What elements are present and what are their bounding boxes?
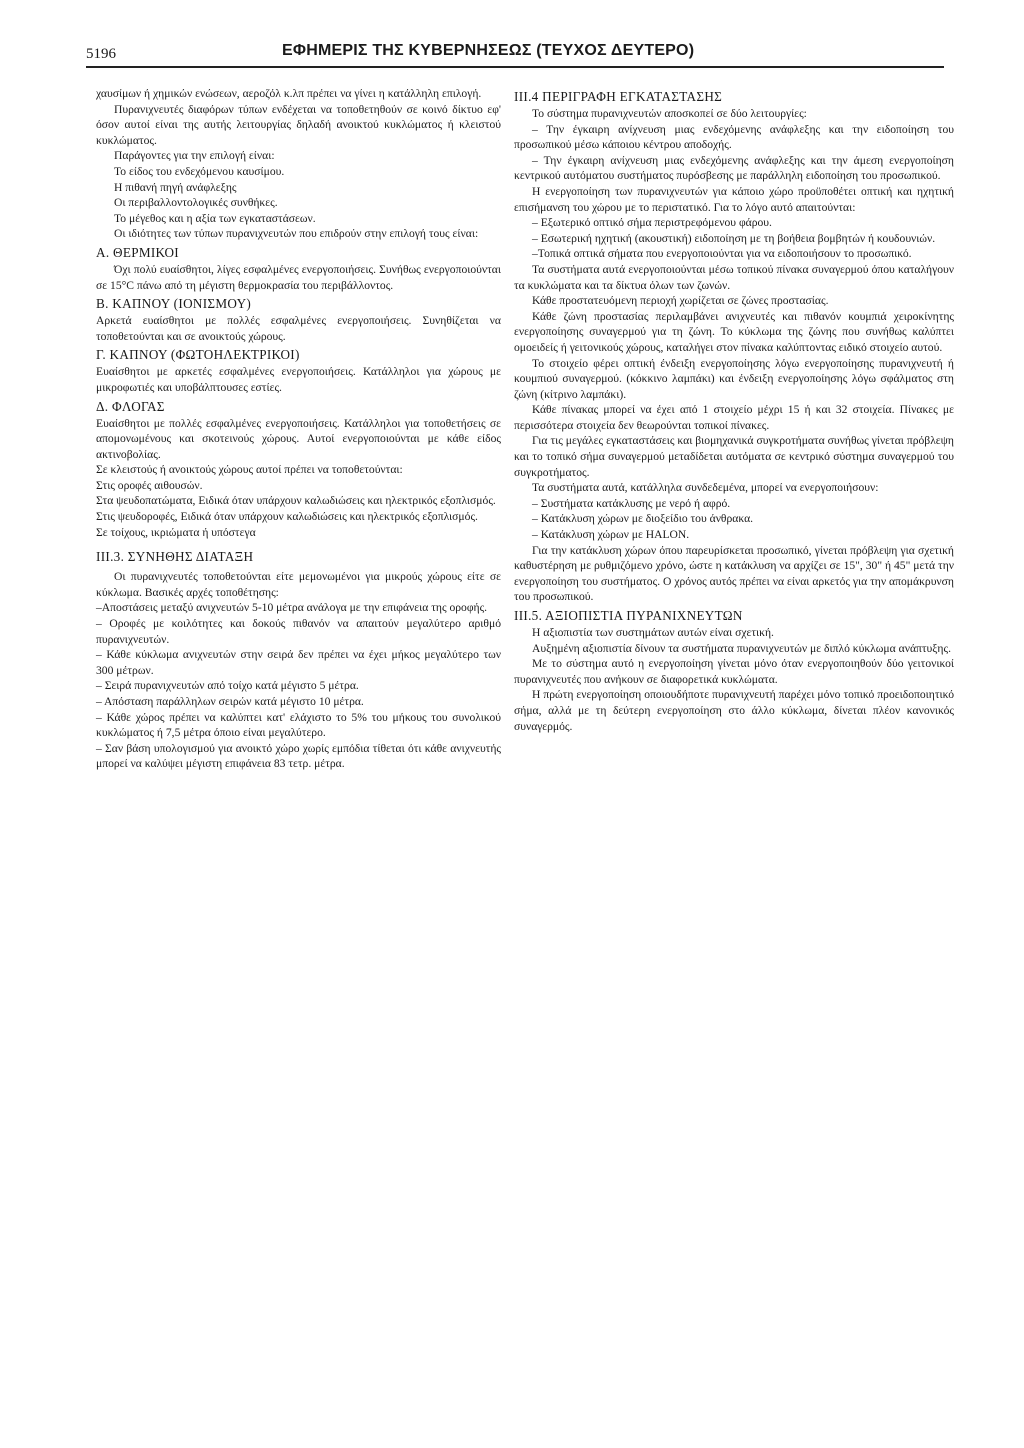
list-item: Σε τοίχους, ικριώματα ή υπόστεγα: [96, 525, 256, 539]
paragraph: Ευαίσθητοι με πολλές εσφαλμένες ενεργοποιήσεις. Κατάλληλοι για τοποθετήσεις σε απομονωμένους και σκοτεινούς χώρους. Αυτοί ενεργοποιούνται με κάθε είδος ακτινοβολίας.: [96, 416, 501, 461]
list-item: – Εξωτερικό οπτικό σήμα περιστρεφόμενου φάρου.: [532, 216, 772, 230]
list-item: Η πιθανή πηγή ανάφλεξης: [114, 180, 237, 194]
list-item: – Σαν βάση υπολογισμού για ανοικτό χώρο χωρίς εμπόδια τίθεται ότι κάθε ανιχνευτής μπορεί να καλύψει μέγιστη επιφάνεια 83 τετρ. μέτρα.: [96, 741, 501, 771]
paragraph: Όχι πολύ ευαίσθητοι, λίγες εσφαλμένες ενεργοποιήσεις. Συνήθως ενεργοποιούνται σε 15°C πάνω από τη μέγιστη θερμοκρασία του περιβάλλοντος.: [96, 262, 501, 292]
paragraph: Αυξημένη αξιοπιστία δίνουν τα συστήματα πυρανιχνευτών με διπλό κύκλωμα ανάπτυξης.: [532, 641, 951, 655]
subheading-thermal: Α. ΘΕΡΜΙΚΟΙ: [96, 244, 179, 260]
left-column: [96, 86, 501, 772]
list-item: Στις οροφές αιθουσών.: [96, 478, 203, 492]
subheading-smoke-photoelectric: Γ. ΚΑΠΝΟΥ (ΦΩΤΟΗΛΕΚΤΡΙΚΟΙ): [96, 347, 300, 363]
paragraph: Για την κατάκλυση χώρων όπου παρευρίσκεται προσωπικό, γίνεται πρόβλεψη για σχετική καθυστέρηση με ρυθμιζόμενο χρόνο, ώστε η κατάκλυση να αρχίζει σε 15", 30" ή 45" μετά την ενεργοποίηση του συστήματος. Ο χρόνος αυτός πρέπει να είναι αρκετός για την απομάκρυνση του προσωπικού.: [514, 543, 954, 604]
section-heading-iii-3: ΙΙΙ.3. ΣΥΝΗΘΗΣ ΔΙΑΤΑΞΗ: [96, 549, 254, 565]
paragraph: Κάθε ζώνη προστασίας περιλαμβάνει ανιχνευτές και πιθανόν κουμπιά χειροκίνητης ενεργοποίησης συναγερμού για τη ζώνη. Το κύκλωμα της ζώνης που συνήθως καλύπτει ομοειδείς ή γειτονικούς χώρους, καταλήγει στον πίνακα καλύπτοντας ειδικό στοιχείο αυτού.: [514, 309, 954, 354]
paragraph: Σε κλειστούς ή ανοικτούς χώρους αυτοί πρέπει να τοποθετούνται:: [96, 463, 403, 477]
list-item: Το μέγεθος και η αξία των εγκαταστάσεων.: [114, 211, 316, 225]
subheading-flame: Δ. ΦΛΟΓΑΣ: [96, 398, 165, 414]
paragraph: Ευαίσθητοι με αρκετές εσφαλμένες ενεργοποιήσεις. Κατάλληλοι για χώρους με μικροφωτιές και υποβάλπτουσες εστίες.: [96, 365, 501, 394]
list-item: – Κατάκλυση χώρων με διοξείδιο του άνθρακα.: [532, 512, 754, 526]
paragraph: Με το σύστημα αυτό η ενεργοποίηση γίνεται μόνο όταν ενεργοποιηθούν δύο γειτονικοί πυρανιχνευτές που ανήκουν σε διαφορετικά κυκλώματα.: [514, 657, 954, 686]
paragraph: Κάθε προστατευόμενη περιοχή χωρίζεται σε ζώνες προστασίας.: [532, 294, 829, 308]
paragraph: Τα συστήματα αυτά, κατάλληλα συνδεδεμένα, μπορεί να ενεργοποιήσουν:: [532, 481, 879, 495]
list-item: – Κάθε κύκλωμα ανιχνευτών στην σειρά δεν πρέπει να έχει μήκος μεγαλύτερο των 300 μέτρων.: [96, 648, 501, 677]
paragraph: Το στοιχείο φέρει οπτική ένδειξη ενεργοποίησης λόγω ενεργοποίησης πυρανιχνευτή ή κουμπιού συναγερμού. (κόκκινο λαμπάκι) και ένδειξη ενεργοποίησης λόγω σφάλματος στη ζώνη (κίτρινο λαμπάκι).: [514, 356, 954, 401]
subheading-smoke-ionization: Β. ΚΑΠΝΟΥ (ΙΟΝΙΣΜΟΥ): [96, 296, 252, 312]
list-item: – Κατάκλυση χώρων με HALON.: [532, 528, 690, 542]
paragraph: Το σύστημα πυρανιχνευτών αποσκοπεί σε δύο λειτουργίες:: [532, 107, 807, 120]
list-item: – Οροφές με κοιλότητες και δοκούς πιθανόν να απαιτούν μεγαλύτερο αριθμό πυρανιχνευτών.: [96, 617, 501, 646]
paragraph: Οι ιδιότητες των τύπων πυρανιχνευτών που επιδρούν στην επιλογή τους είναι:: [114, 227, 479, 241]
paragraph: Κάθε πίνακας μπορεί να έχει από 1 στοιχείο μέχρι 15 ή και 32 στοιχεία. Πίνακες με περισσότερα στοιχεία δεν θεωρούνται τοπικοί πίνακες.: [514, 403, 954, 432]
page-header: [86, 40, 944, 66]
paragraph: Η αξιοπιστία των συστημάτων αυτών είναι σχετική.: [532, 626, 774, 639]
paragraph: Οι πυρανιχνευτές τοποθετούνται είτε μεμονωμένοι για μικρούς χώρους είτε σε κύκλωμα. Βασικές αρχές τοποθέτησης:: [96, 570, 501, 599]
right-column: [514, 86, 954, 734]
list-item: – Την έγκαιρη ανίχνευση μιας ενδεχόμενης ανάφλεξης και την άμεση ενεργοποίηση κεντρικού αυτόματου συστήματος πυρόσβεσης με παράλληλη ειδοποίηση του προσωπικού.: [514, 153, 954, 183]
list-item: –Τοπικά οπτικά σήματα που ενεργοποιούνται για να ειδοποιήσουν το προσωπικό.: [532, 247, 912, 261]
gazette-title: ΕΦΗΜΕΡΙΣ ΤΗΣ ΚΥΒΕΡΝΗΣΕΩΣ (ΤΕΥΧΟΣ ΔΕΥΤΕΡΟ): [282, 42, 695, 59]
list-item: – Εσωτερική ηχητική (ακουστική) ειδοποίηση με τη βοήθεια βομβητών ή κουδουνιών.: [532, 231, 936, 245]
list-item: Στις ψευδοροφές, Ειδικά όταν υπάρχουν καλωδιώσεις και ηλεκτρικός εξοπλισμός.: [96, 510, 478, 524]
list-item: – Απόσταση παράλληλων σειρών κατά μέγιστο 10 μέτρα.: [96, 695, 364, 708]
list-item: Οι περιβαλλοντολογικές συνθήκες.: [114, 196, 278, 210]
list-item: – Την έγκαιρη ανίχνευση μιας ενδεχόμενης ανάφλεξης και την ειδοποίηση του προσωπικού μέσω κάποιου κέντρου αποδοχής.: [514, 122, 954, 152]
paragraph: Παράγοντες για την επιλογή είναι:: [114, 149, 275, 163]
list-item: – Κάθε χώρος πρέπει να καλύπτει κατ' ελάχιστο το 5% του μήκους του συνολικού κυκλώματος ή 7,5 μέτρα όποιο είναι μεγαλύτερο.: [96, 710, 501, 740]
list-item: – Σειρά πυρανιχνευτών από τοίχο κατά μέγιστο 5 μέτρα.: [96, 679, 359, 693]
list-item: Στα ψευδοπατώματα, Ειδικά όταν υπάρχουν καλωδιώσεις και ηλεκτρικός εξοπλισμός.: [96, 494, 496, 508]
list-item: – Συστήματα κατάκλυσης με νερό ή αφρό.: [532, 496, 731, 510]
paragraph: Η ενεργοποίηση των πυρανιχνευτών για κάποιο χώρο προϋποθέτει οπτική και ηχητική επισήμανση του χώρου με το περιστατικό. Για το λόγο αυτό απαιτούνται:: [514, 184, 954, 214]
paragraph: Πυρανιχνευτές διαφόρων τύπων ενδέχεται να τοποθετηθούν σε κοινό δίκτυο εφ' όσον αυτοί είναι της αυτής λειτουργίας δηλαδή ανοικτού κυκλώματος ή κλειστού κυκλώματος.: [96, 102, 501, 147]
header-rule: [86, 66, 944, 68]
section-heading-iii-5: ΙΙΙ.5. ΑΞΙΟΠΙΣΤΙΑ ΠΥΡΑΝΙΧΝΕΥΤΩΝ: [514, 608, 743, 623]
section-heading-iii-4: ΙΙΙ.4 ΠΕΡΙΓΡΑΦΗ ΕΓΚΑΤΑΣΤΑΣΗΣ: [514, 89, 723, 104]
page-number: 5196: [86, 46, 116, 62]
paragraph: Η πρώτη ενεργοποίηση οποιουδήποτε πυρανιχνευτή παρέχει μόνο τοπικό προειδοποιητικό σήμα, αλλά με τη δεύτερη ενεργοποίηση στο άλλο κύκλωμα, δίνεται πλέον κανονικός συναγερμός.: [514, 688, 954, 733]
paragraph: Αρκετά ευαίσθητοι με πολλές εσφαλμένες ενεργοποιήσεις. Συνηθίζεται να τοποθετούνται και σε ανοικτούς χώρους.: [96, 314, 501, 343]
paragraph: Τα συστήματα αυτά ενεργοποιούνται μέσω τοπικού πίνακα συναγερμού όπου καταλήγουν τα κυκλώματα και τα δίκτυα όλων των ζωνών.: [514, 262, 954, 292]
list-item: Το είδος του ενδεχόμενου καυσίμου.: [114, 164, 285, 178]
paragraph: Για τις μεγάλες εγκαταστάσεις και βιομηχανικά συγκροτήματα συνήθως γίνεται πρόβλεψη και το τοπικό σήμα συναγερμού μεταδίδεται αυτόματα σε κεντρικό σύστημα συναγερμού του συγκροτήματος.: [514, 434, 954, 479]
paragraph: χαυσίμων ή χημικών ενώσεων, αεροζόλ κ.λπ πρέπει να γίνει η κατάλληλη επιλογή.: [96, 87, 482, 100]
list-item: –Αποστάσεις μεταξύ ανιχνευτών 5-10 μέτρα ανάλογα με την επιφάνεια της οροφής.: [96, 601, 488, 615]
